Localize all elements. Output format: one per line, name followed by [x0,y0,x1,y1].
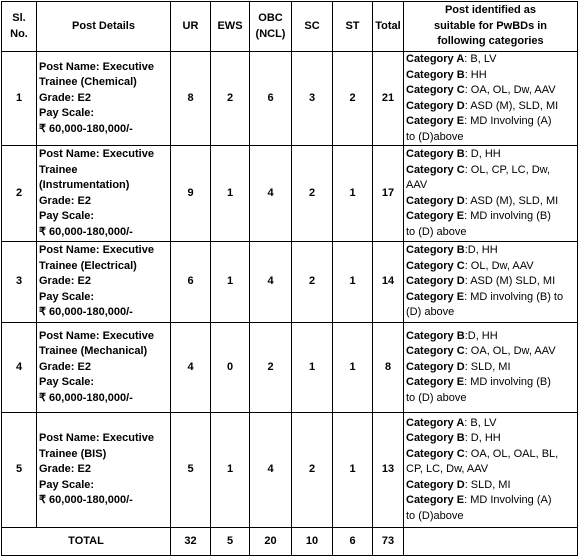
header-pwbd [404,2,578,52]
grade: Grade: E2 [39,275,91,288]
cell-post-details [37,146,171,242]
table-row [2,146,578,242]
post-name-line: Trainee (Mechanical) [39,345,148,358]
header-row [2,2,578,52]
total-sc: 10 [292,528,333,556]
post-name-line: Trainee (Electrical) [39,259,137,272]
cell-total: 13 [373,413,404,528]
category-line: Category B: HH [406,68,487,81]
cell-total: 8 [373,323,404,413]
cell-st: 1 [333,413,373,528]
total-obc: 20 [250,528,292,556]
post-name-line: Post Name: Executive [39,432,154,445]
cell-st: 2 [333,52,373,146]
category-line: Category E: MD Involving (A) [406,115,552,127]
category-line: Category E: MD involving (B) [406,210,551,222]
pay-scale-value: ₹ 60,000-180,000/- [39,122,133,135]
total-ews: 5 [211,528,250,556]
header-sl-no: Sl. No. [2,2,37,52]
post-name-line: Post Name: Executive [39,148,154,160]
cell-ur: 5 [171,413,211,528]
cell-st: 1 [333,323,373,413]
cell-total: 21 [373,52,404,146]
header-post-details: Post Details [37,2,171,52]
pay-scale-label: Pay Scale: [39,210,95,222]
cell-pwbd-categories [404,323,578,413]
category-tail: to (D)above [406,509,464,522]
category-line: Category C: OA, OL, Dw, AAV [406,84,556,96]
header-st: ST [333,2,373,52]
post-name-line: Trainee [39,163,78,176]
post-name-line: (Instrumentation) [39,179,130,191]
cell-obc: 6 [250,52,292,146]
cell-sl-no: 3 [2,242,37,323]
header-obc-line1: OBC [258,12,283,24]
category-line: Category C: OL, CP, LC, Dw, [406,163,551,176]
cell-pwbd-categories [404,413,578,528]
header-pwbd-line1: Post identified as [444,4,537,17]
category-line: Category E: MD Involving (A) [406,494,552,507]
cell-ur: 4 [171,323,211,413]
category-line: Category E: MD involving (B) to [406,290,564,303]
category-continuation: CP, LC, Dw, AAV [406,463,489,476]
grade: Grade: E2 [39,91,91,104]
table-row [2,323,578,413]
cell-ews: 0 [211,323,250,413]
cell-pwbd-categories [404,242,578,323]
category-line: Category A: B, LV [406,53,497,65]
category-line: Category C: OA, OL, OAL, BL, [406,447,559,460]
header-total: Total [373,2,404,52]
category-line: Category D: SLD, MI [406,478,511,491]
category-line: Category A: B, LV [406,416,497,429]
cell-post-details [37,242,171,323]
header-pwbd-line2: suitable for PwBDs in [433,19,548,32]
header-obc-line2: (NCL) [255,27,286,40]
header-ews: EWS [211,2,250,52]
cell-st: 1 [333,146,373,242]
cell-obc: 4 [250,413,292,528]
category-tail: to (D) above [406,225,467,238]
category-line: Category E: MD involving (B) [406,376,551,389]
cell-obc: 2 [250,323,292,413]
vacancy-table [1,1,578,556]
category-tail: to (D)above [406,130,464,143]
total-st: 6 [333,528,373,556]
cell-obc: 4 [250,146,292,242]
grade: Grade: E2 [39,360,91,373]
cell-sl-no: 1 [2,52,37,146]
pay-scale-value: ₹ 60,000-180,000/- [39,225,133,238]
pay-scale-label: Pay Scale: [39,376,95,389]
post-name-line: Post Name: Executive [39,329,154,342]
grade: Grade: E2 [39,463,91,476]
total-row [2,528,578,556]
cell-sc: 2 [292,242,333,323]
post-name-line: Post Name: Executive [39,60,154,73]
cell-st: 1 [333,242,373,323]
cell-post-details [37,323,171,413]
category-line: Category D: ASD (M), SLD, MI [406,99,559,112]
cell-post-details [37,52,171,146]
category-line: Category C: OL, Dw, AAV [406,259,534,272]
cell-pwbd-categories [404,146,578,242]
cell-ews: 2 [211,52,250,146]
category-line: Category B: D, HH [406,148,501,160]
category-tail: (D) above [406,306,455,319]
category-line: Category B:D, HH [406,244,498,257]
cell-pwbd-categories [404,52,578,146]
category-line: Category D: ASD (M), SLD, MI [406,194,559,207]
table-row [2,413,578,528]
cell-sc: 2 [292,413,333,528]
header-obc [250,2,292,52]
pay-scale-value: ₹ 60,000-180,000/- [39,494,133,507]
total-total: 73 [373,528,404,556]
cell-sl-no: 2 [2,146,37,242]
cell-ews: 1 [211,242,250,323]
total-label: TOTAL [2,528,171,556]
category-line: Category D: ASD (M) SLD, MI [406,275,556,288]
cell-ur: 9 [171,146,211,242]
pay-scale-value: ₹ 60,000-180,000/- [39,306,133,319]
category-line: Category D: SLD, MI [406,360,511,373]
total-ur: 32 [171,528,211,556]
category-tail: to (D) above [406,391,467,404]
header-sc: SC [292,2,333,52]
cell-post-details [37,413,171,528]
cell-total: 17 [373,146,404,242]
table-row [2,242,578,323]
cell-ur: 6 [171,242,211,323]
cell-sc: 3 [292,52,333,146]
post-name-line: Trainee (BIS) [39,447,107,460]
cell-sl-no: 4 [2,323,37,413]
header-pwbd-line3: following categories [437,35,544,48]
cell-obc: 4 [250,242,292,323]
pay-scale-value: ₹ 60,000-180,000/- [39,391,133,404]
category-line: Category C: OA, OL, Dw, AAV [406,345,556,358]
cell-total: 14 [373,242,404,323]
cell-ews: 1 [211,413,250,528]
cell-sl-no: 5 [2,413,37,528]
cell-ur: 8 [171,52,211,146]
category-line: Category B:D, HH [406,329,498,342]
grade: Grade: E2 [39,194,91,207]
pay-scale-label: Pay Scale: [39,290,95,303]
total-pwbd-empty [404,528,578,556]
category-continuation: AAV [406,179,428,191]
cell-sc: 2 [292,146,333,242]
cell-ews: 1 [211,146,250,242]
post-name-line: Trainee (Chemical) [39,76,137,89]
pay-scale-label: Pay Scale: [39,478,95,491]
category-line: Category B: D, HH [406,432,501,445]
post-name-line: Post Name: Executive [39,244,154,257]
header-ur: UR [171,2,211,52]
table-row [2,52,578,146]
cell-sc: 1 [292,323,333,413]
pay-scale-label: Pay Scale: [39,107,95,120]
